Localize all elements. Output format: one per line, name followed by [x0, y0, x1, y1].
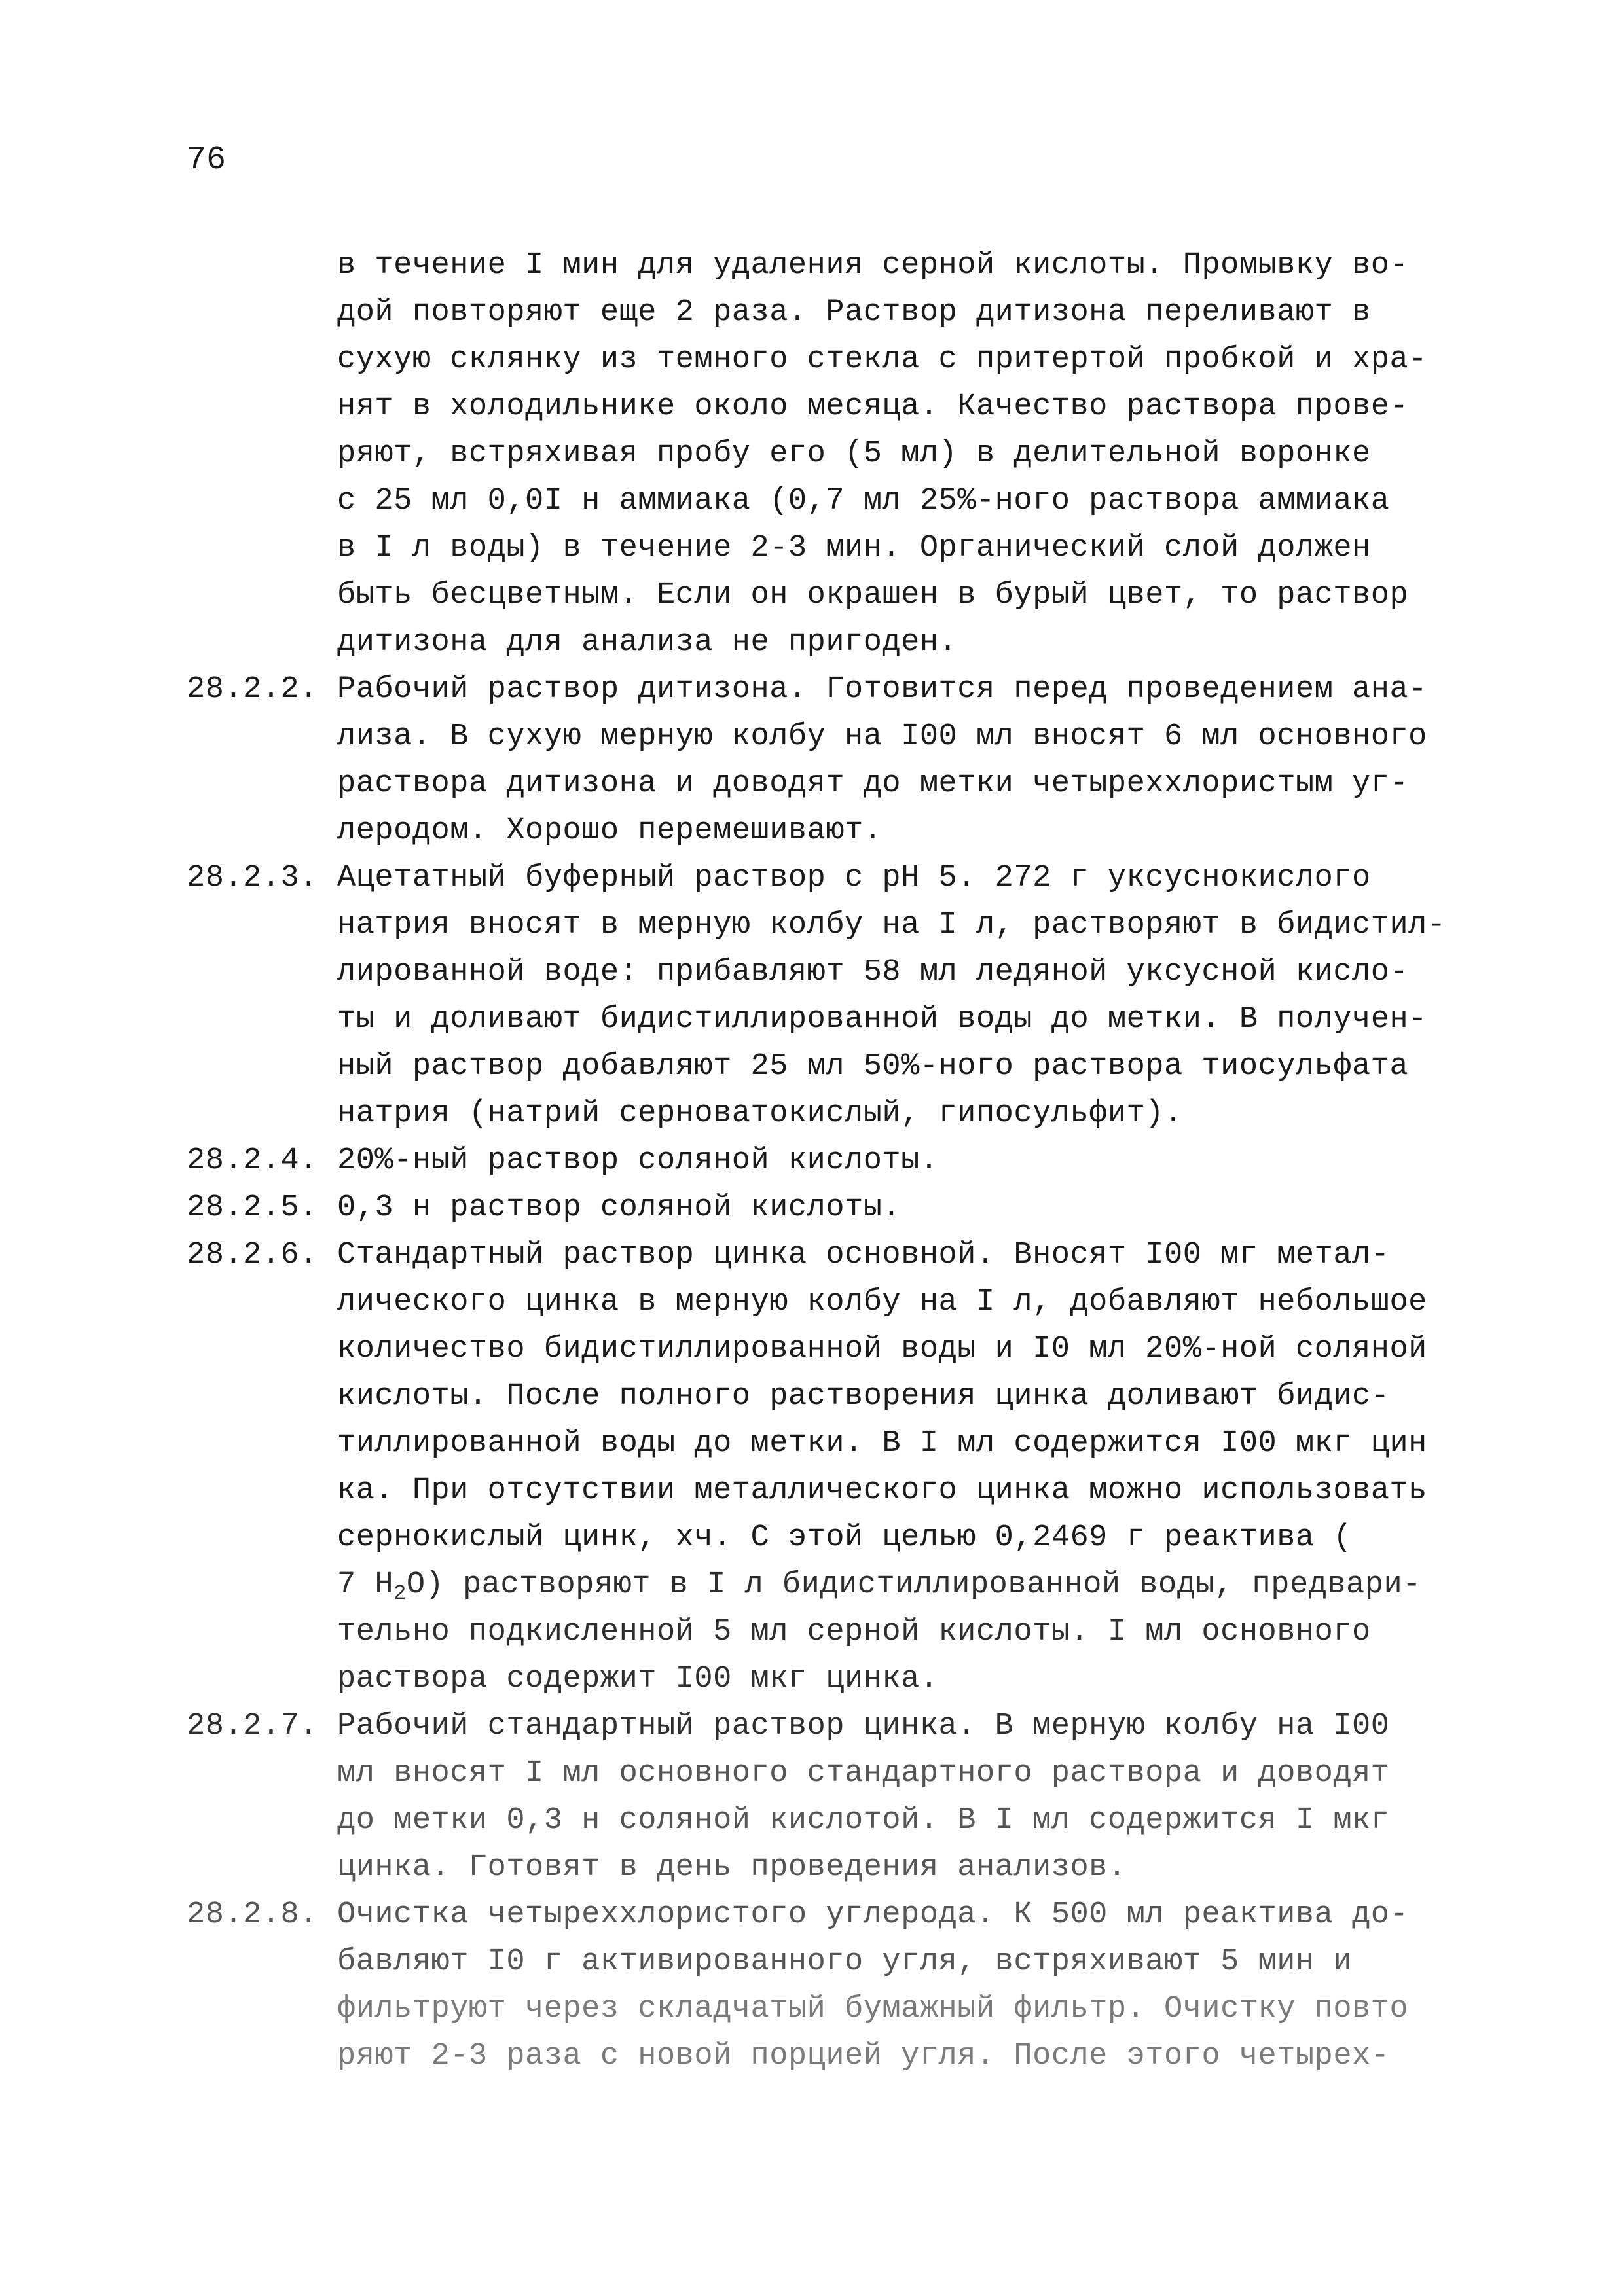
text-line: ряют, встряхивая пробу его (5 мл) в делительной воронке	[337, 437, 1371, 471]
text-line: дитизона для анализа не пригоден.	[337, 625, 958, 660]
text-line: лированной воде: прибавляют 58 мл ледяной уксусной кисло-	[337, 955, 1409, 990]
text-line: сухую склянку из темного стекла с притертой пробкой и хра-	[337, 342, 1427, 377]
text-line: Ацетатный буферный раствор с рН 5. 272 г уксуснокислого	[337, 861, 1371, 895]
text-line: натрия вносят в мерную колбу на I л, растворяют в бидистил-	[337, 908, 1446, 942]
text-line: с 25 мл 0,0I н аммиака (0,7 мл 25%-ного раствора аммиака	[337, 484, 1390, 518]
text-line: ряют 2-3 раза с новой порцией угля. После этого четырех-	[337, 2039, 1390, 2073]
text-line: мл вносят I мл основного стандартного раствора и доводят	[337, 1756, 1390, 1791]
text-line: нят в холодильнике около месяца. Качество раствора прове-	[337, 389, 1409, 424]
section-28-2-2	[187, 666, 1463, 855]
text-line: раствора содержит I00 мкг цинка.	[337, 1662, 939, 1696]
text-line: ный раствор добавляют 25 мл 50%-ного раствора тиосульфата	[337, 1049, 1409, 1084]
text-line: раствора дитизона и доводят до метки четыреххлористым уг-	[337, 766, 1409, 801]
text-line: дой повторяют еще 2 раза. Раствор дитизона переливают в	[337, 295, 1371, 330]
section-number: 28.2.4.	[187, 1143, 318, 1178]
text-line: лиза. В сухую мерную колбу на I00 мл вносят 6 мл основного	[337, 719, 1427, 754]
section-28-2-5	[187, 1185, 1463, 1232]
text-line: Рабочий стандартный раствор цинка. В мерную колбу на I00	[337, 1709, 1390, 1744]
text-line: в течение I мин для удаления серной кислоты. Промывку во-	[337, 248, 1409, 283]
text-line: фильтруют через складчатый бумажный фильтр. Очистку повто	[337, 1992, 1409, 2026]
text-line: 7 $H_2O$) растворяют в I л бидистиллированной воды, предвари-	[337, 1568, 1421, 1605]
text-line: Стандартный раствор цинка основной. Вносят I00 мг метал-	[337, 1238, 1390, 1272]
text-line: быть бесцветным. Если он окрашен в бурый цвет, то раствор	[337, 578, 1409, 613]
text-line: цинка. Готовят в день проведения анализов.	[337, 1850, 1127, 1885]
document-body	[187, 242, 1463, 2080]
text-line: сернокислый цинк, хч. С этой целью 0,2469 г реактива (	[337, 1520, 1353, 1555]
text-line: тиллированной воды до метки. В I мл содержится I00 мкг цин	[337, 1426, 1427, 1461]
text-line: ка. При отсутствии металлического цинка можно использовать	[337, 1473, 1427, 1508]
text-line: Рабочий раствор дитизона. Готовится перед проведением ана-	[337, 672, 1427, 707]
text-line: 0,3 н раствор соляной кислоты.	[337, 1191, 902, 1225]
page-number: 76	[187, 141, 227, 179]
text-line: тельно подкисленной 5 мл серной кислоты. I мл основного	[337, 1615, 1371, 1649]
section-28-2-4	[187, 1138, 1463, 1185]
text-line: кислоты. После полного растворения цинка доливают бидис-	[337, 1379, 1390, 1414]
section-28-2-8	[187, 1892, 1463, 2080]
section-number: 28.2.3.	[187, 861, 318, 895]
section-28-2-6	[187, 1232, 1463, 1703]
text-line: до метки 0,3 н соляной кислотой. В I мл содержится I мкг	[337, 1803, 1390, 1838]
section-number: 28.2.6.	[187, 1238, 318, 1272]
text-line: бавляют I0 г активированного угля, встряхивают 5 мин и	[337, 1945, 1353, 1979]
section-28-2-3	[187, 855, 1463, 1138]
section-28-2-7	[187, 1703, 1463, 1892]
text-line: ты и доливают бидистиллированной воды до метки. В получен-	[337, 1002, 1427, 1037]
text-line: лического цинка в мерную колбу на I л, добавляют небольшое	[337, 1285, 1427, 1319]
paragraph-continuation	[187, 242, 1463, 666]
text-line: леродом. Хорошо перемешивают.	[337, 814, 883, 848]
text-line: Очистка четыреххлористого углерода. К 500 мл реактива до-	[337, 1897, 1409, 1932]
text-line: количество бидистиллированной воды и I0 мл 20%-ной соляной	[337, 1332, 1427, 1367]
section-number: 28.2.7.	[187, 1709, 318, 1744]
text-line: в I л воды) в течение 2-3 мин. Органический слой должен	[337, 531, 1371, 565]
section-number: 28.2.5.	[187, 1191, 318, 1225]
section-number: 28.2.2.	[187, 672, 318, 707]
text-line: натрия (натрий серноватокислый, гипосульфит).	[337, 1096, 1183, 1131]
text-line: 20%-ный раствор соляной кислоты.	[337, 1143, 939, 1178]
section-number: 28.2.8.	[187, 1897, 318, 1932]
